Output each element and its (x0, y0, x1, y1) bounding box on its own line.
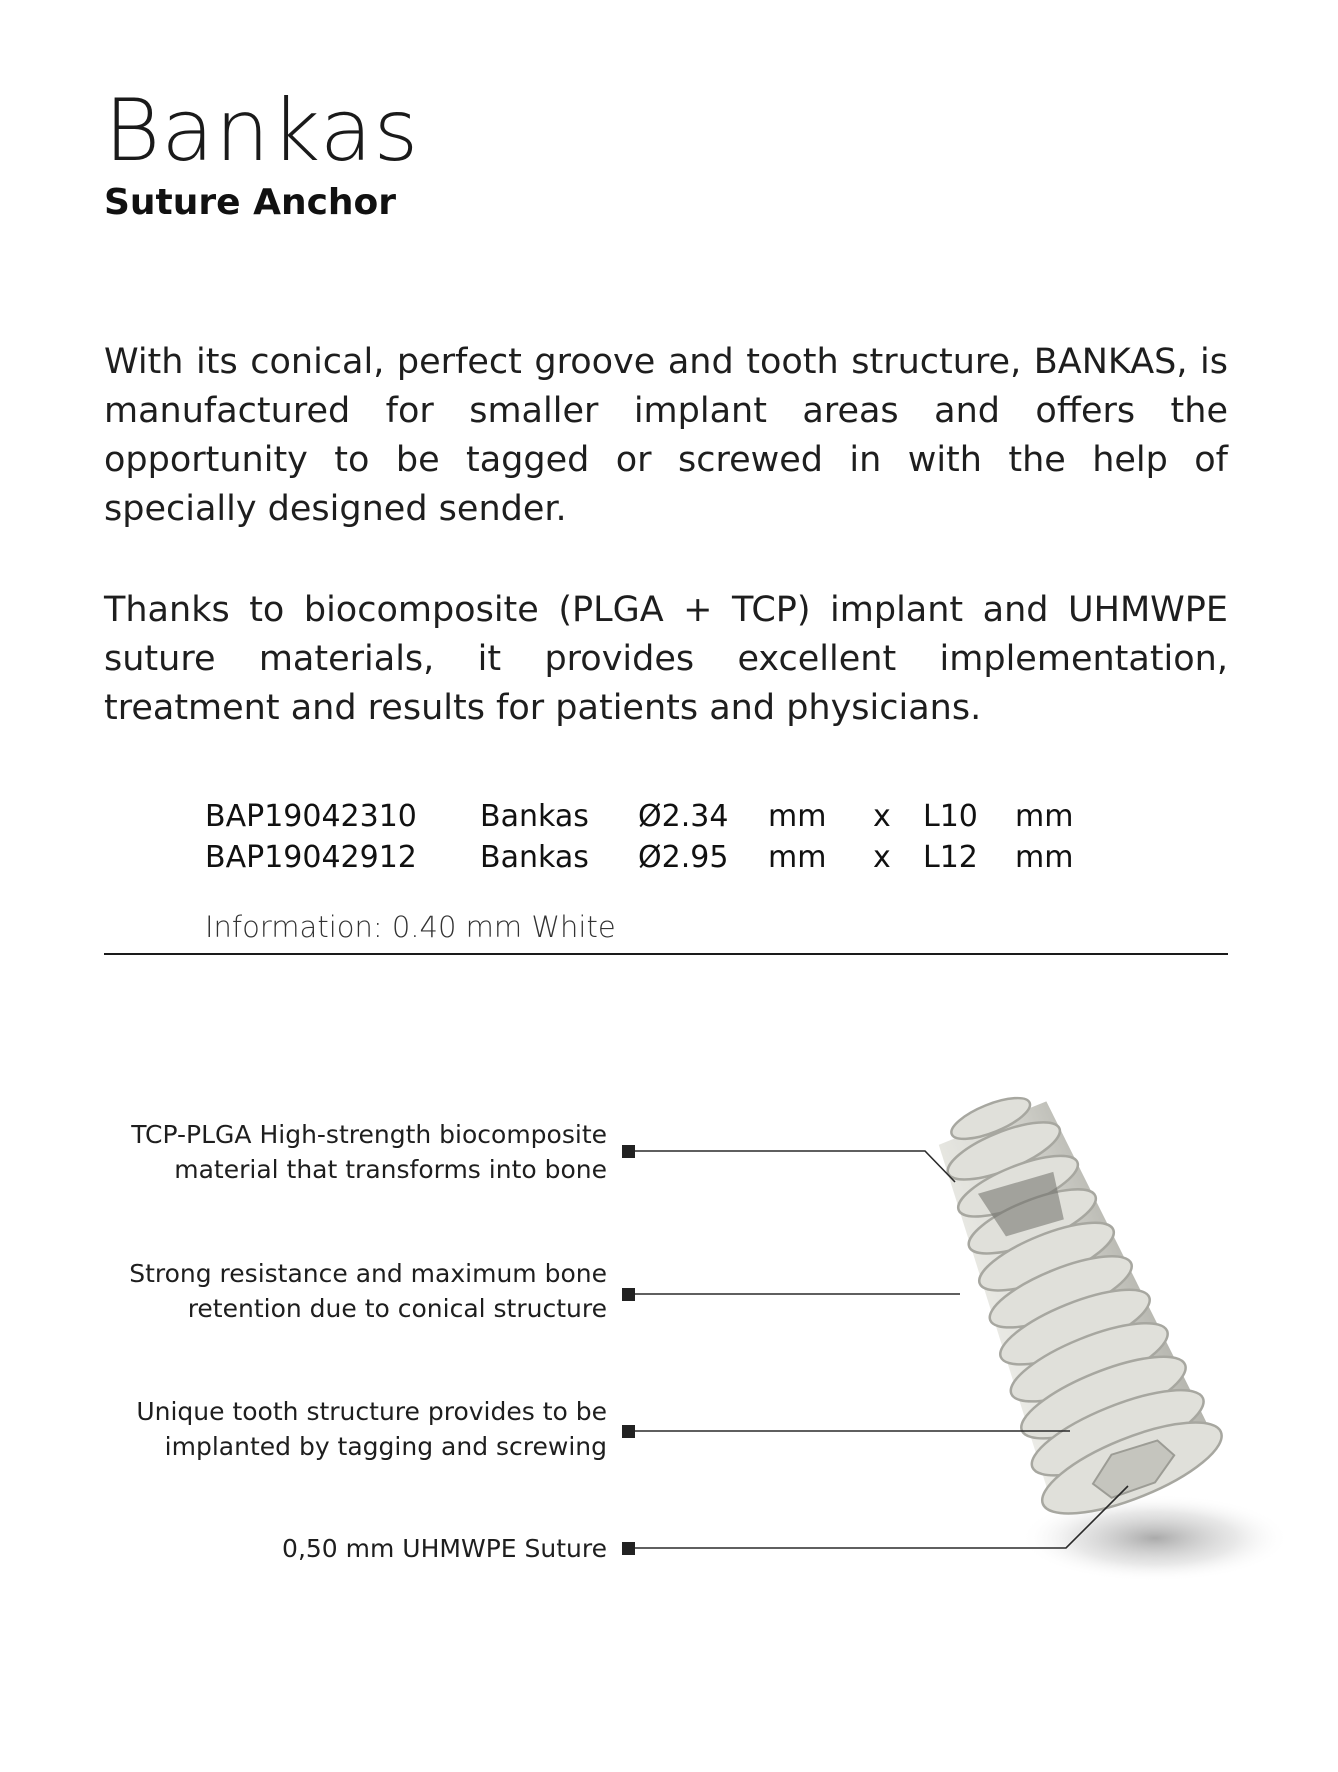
implant-anchor-icon (896, 1070, 1232, 1532)
product-length: L10 (923, 799, 978, 834)
times-sign: x (873, 799, 891, 834)
product-title: Bankas (104, 81, 420, 181)
description-paragraph-2: Thanks to biocomposite (PLGA + TCP) implant and UHMWPE suture materials, it provides excellent implementation, treatment and results for patients and physicians. (104, 590, 1228, 728)
callout-text-line: Strong resistance and maximum bone (129, 1259, 607, 1288)
product-name: Bankas (480, 799, 589, 834)
product-name: Bankas (480, 840, 589, 875)
callout-text-line: Unique tooth structure provides to be (136, 1397, 607, 1426)
marker-square (622, 1145, 635, 1158)
length-unit: mm (1015, 840, 1074, 875)
leader-lines (628, 1151, 1128, 1548)
product-length: L12 (923, 840, 978, 875)
callout-text-line: retention due to conical structure (187, 1294, 607, 1323)
callout-tooth-structure (47, 1394, 607, 1464)
suture-info: Information: 0.40 mm White (205, 910, 616, 944)
section-divider (104, 953, 1228, 955)
product-code: BAP19042310 (205, 799, 417, 834)
marker-square (622, 1425, 635, 1438)
diameter-unit: mm (768, 799, 827, 834)
specs-table (205, 796, 1075, 878)
callout-text-line: material that transforms into bone (174, 1155, 607, 1184)
product-diameter: Ø2.95 (638, 840, 729, 875)
diameter-unit: mm (768, 840, 827, 875)
times-sign: x (873, 840, 891, 875)
marker-square (622, 1542, 635, 1555)
product-diameter: Ø2.34 (638, 799, 729, 834)
callout-text-line: 0,50 mm UHMWPE Suture (282, 1534, 607, 1563)
product-code: BAP19042912 (205, 840, 417, 875)
length-unit: mm (1015, 799, 1074, 834)
specs-row (205, 837, 1075, 878)
description-paragraph-1: With its conical, perfect groove and tooth structure, BANKAS, is manufactured for smaller implant areas and offers the opportunity to be tagged or screwed in with the help of specially designed sender. (104, 342, 1228, 529)
callout-text-line: implanted by tagging and screwing (164, 1432, 607, 1461)
leader-markers (622, 1145, 635, 1555)
callout-suture (47, 1531, 607, 1566)
marker-square (622, 1288, 635, 1301)
callout-material (47, 1117, 607, 1187)
product-subtitle: Suture Anchor (104, 182, 397, 223)
callout-conical-structure (47, 1256, 607, 1326)
callout-text-line: TCP-PLGA High-strength biocomposite (131, 1120, 607, 1149)
implant-shadow (1020, 1494, 1290, 1582)
specs-row (205, 796, 1075, 837)
